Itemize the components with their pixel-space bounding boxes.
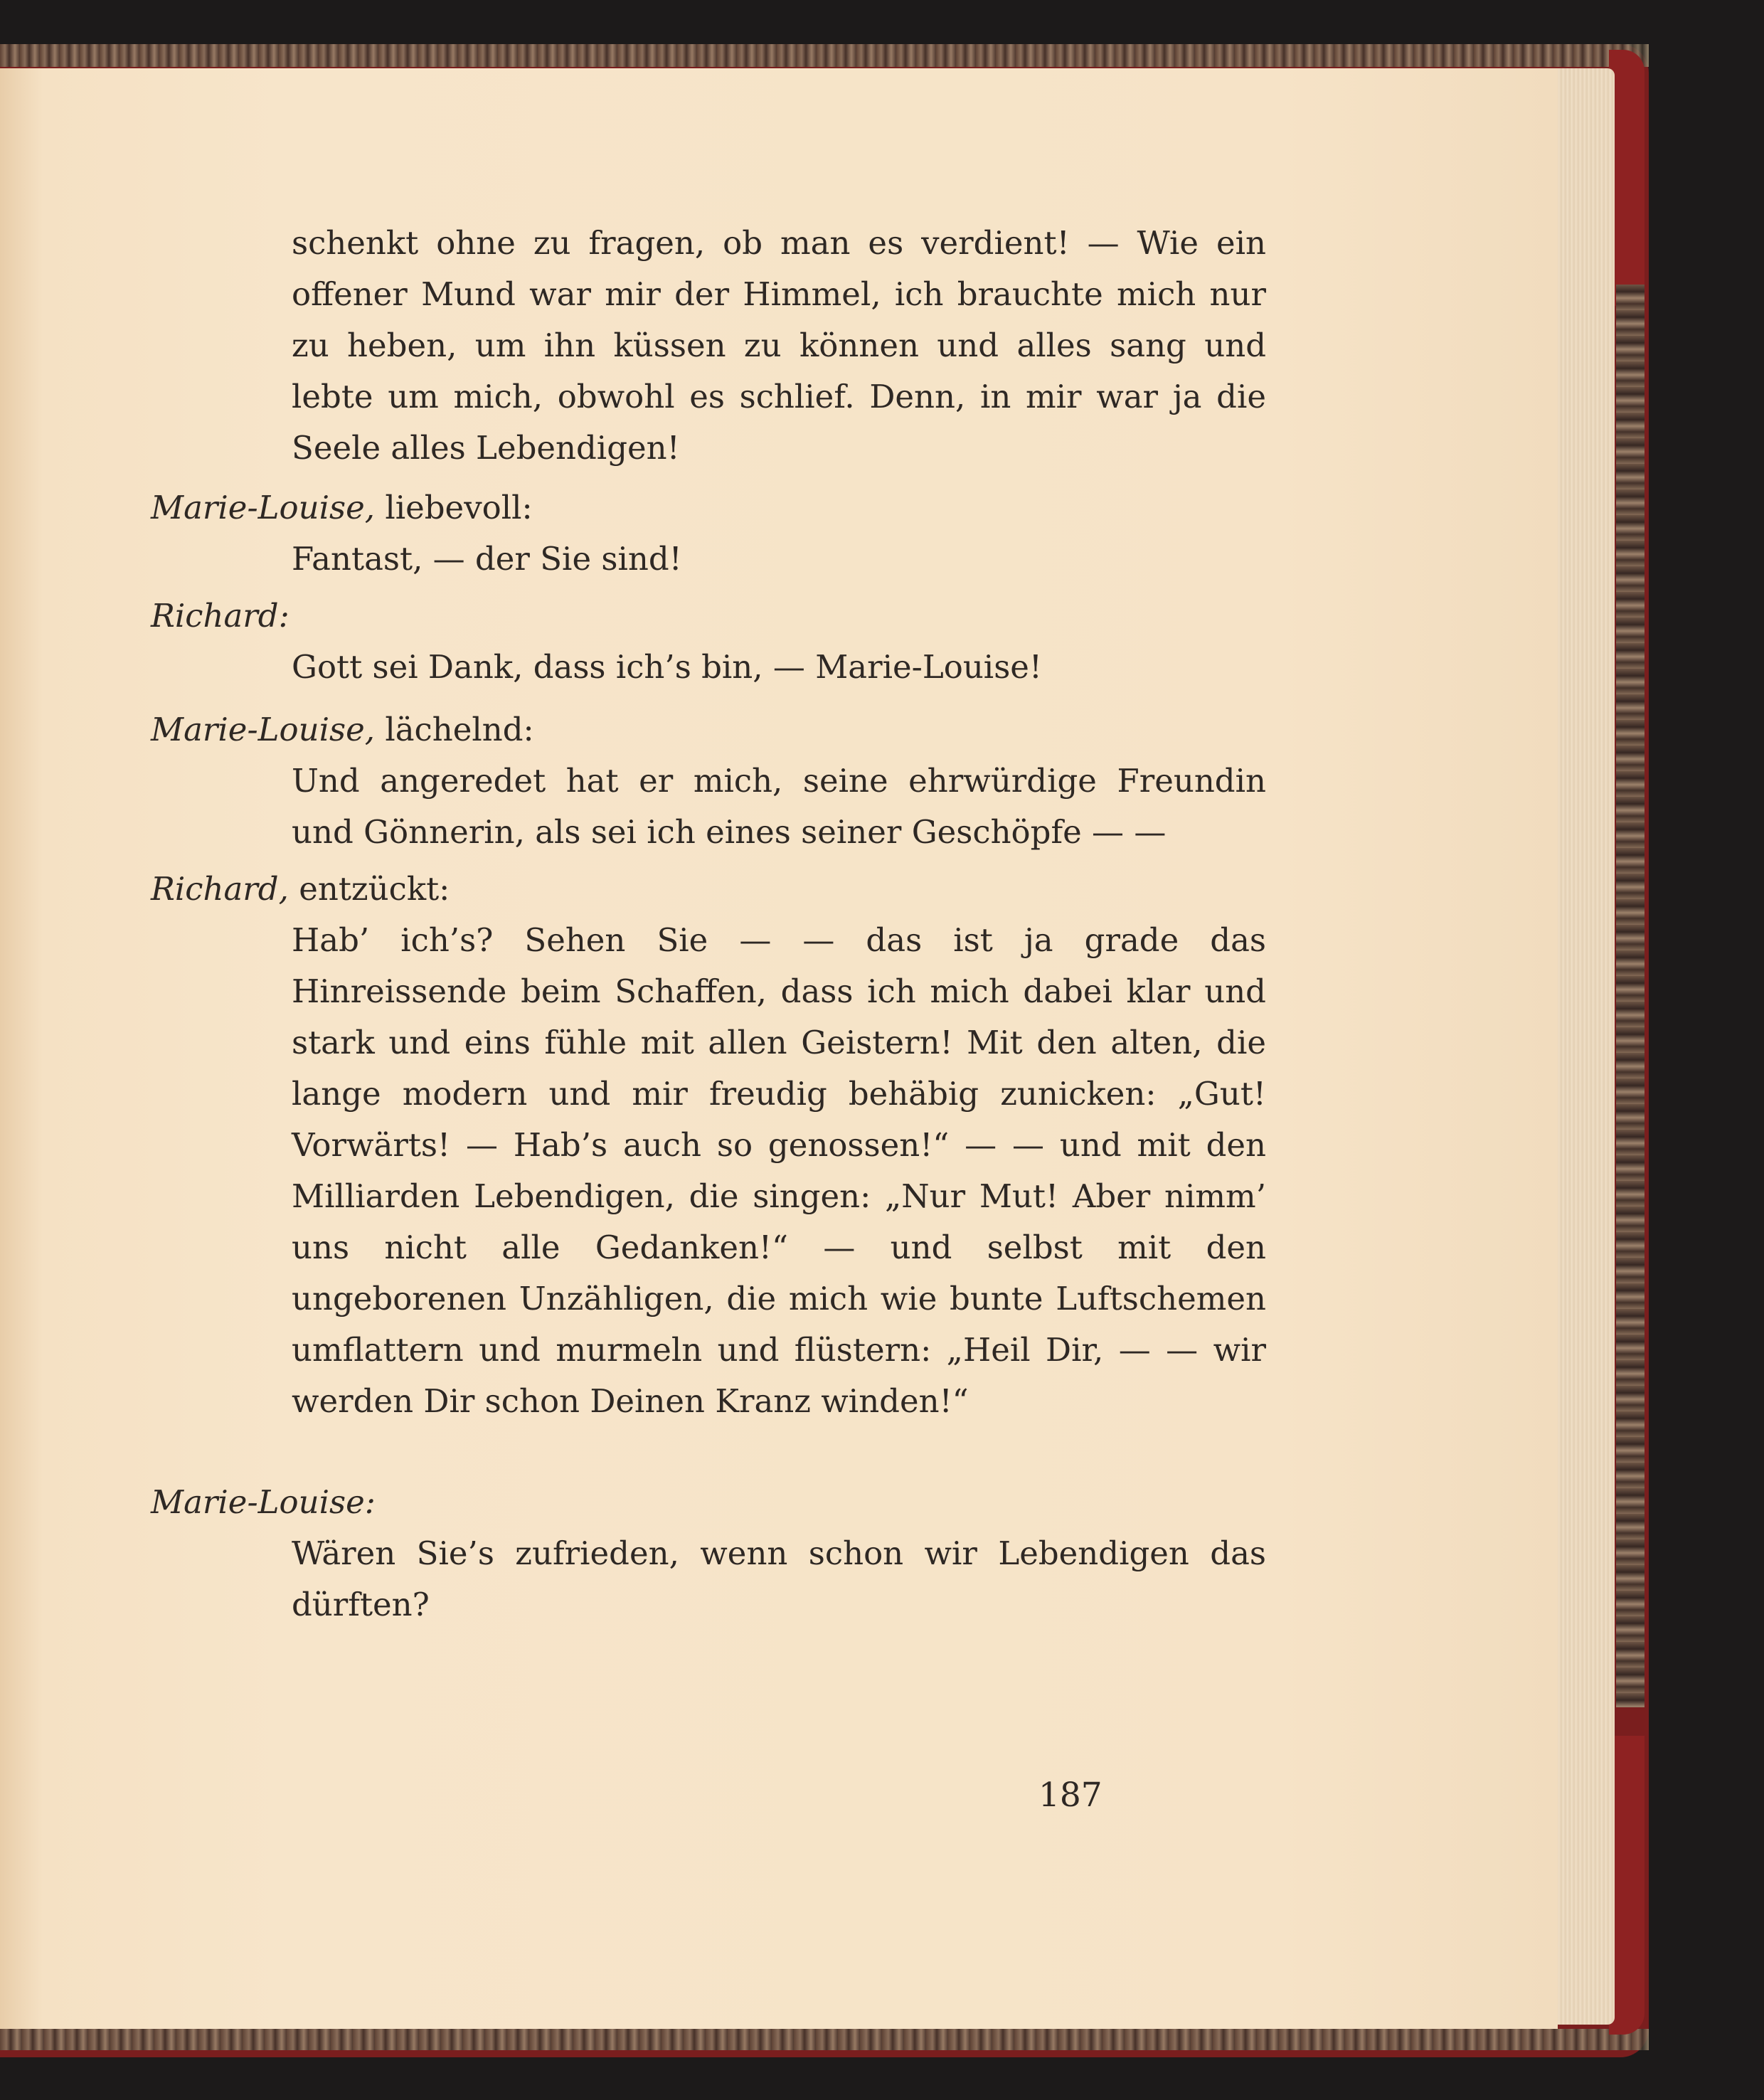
book-page xyxy=(0,68,1558,2029)
intro-paragraph: schenkt ohne zu fragen, ob man es verdient! — Wie ein offener Mund war mir der Himmel, ich brauchte mich nur zu heben, um ihn küssen zu können und alles sang und lebte um mich, obwohl es schlief. Denn, in mir war ja die Seele alles Lebendigen! xyxy=(292,224,1266,467)
cover-bottom-edge xyxy=(0,2029,1649,2050)
stage-direction: lächelnd: xyxy=(375,711,534,748)
page-stack-edges xyxy=(1551,68,1615,2025)
speaker-name: Richard: xyxy=(151,597,289,635)
stage-direction: liebevoll: xyxy=(375,489,533,526)
speaker-label xyxy=(151,1477,376,1528)
dialogue-line: Wären Sie’s zufrieden, wenn schon wir Lebendigen das dürften? xyxy=(292,1534,1266,1623)
page-number: 187 xyxy=(1038,1776,1102,1815)
stage-direction: entzückt: xyxy=(288,870,450,908)
cover-marbled-edge xyxy=(1616,285,1645,1707)
speaker-label xyxy=(151,864,450,915)
dialogue-line: Hab’ ich’s? Sehen Sie — — das ist ja grade das Hinreissende beim Schaffen, dass ich mich dabei klar und stark und eins fühle mit allen Geistern! Mit den alten, die lange modern und mir freudig behäbig zunicken: „Gut! Vorwärts! — Hab’s auch so genossen!“ — — und mit den Milliarden Lebendigen, die singen: „Nur Mut! Aber nimm’ uns nicht alle Gedanken!“ — und selbst mit den ungeborenen Unzähligen, die mich wie bunte Luftschemen umflattern und murmeln und flüstern: „Heil Dir, — — wir werden Dir schon Deinen Kranz winden!“ xyxy=(292,921,1266,1420)
speaker-label xyxy=(151,590,289,642)
dialogue-line: Gott sei Dank, dass ich’s bin, — Marie-Louise! xyxy=(292,648,1042,686)
speaker-label xyxy=(151,482,533,534)
speaker-name: Richard, xyxy=(151,870,289,908)
speaker-name: Marie-Louise: xyxy=(151,1483,376,1521)
speaker-name: Marie-Louise, xyxy=(151,711,376,748)
dialogue-line: Und angeredet hat er mich, seine ehrwürdige Freundin und Gönnerin, als sei ich eines seiner Geschöpfe — — xyxy=(292,762,1266,851)
dialogue-line: Fantast, — der Sie sind! xyxy=(292,540,682,578)
cover-top-edge xyxy=(0,44,1649,67)
speaker-name: Marie-Louise, xyxy=(151,489,376,526)
speaker-label xyxy=(151,704,534,755)
